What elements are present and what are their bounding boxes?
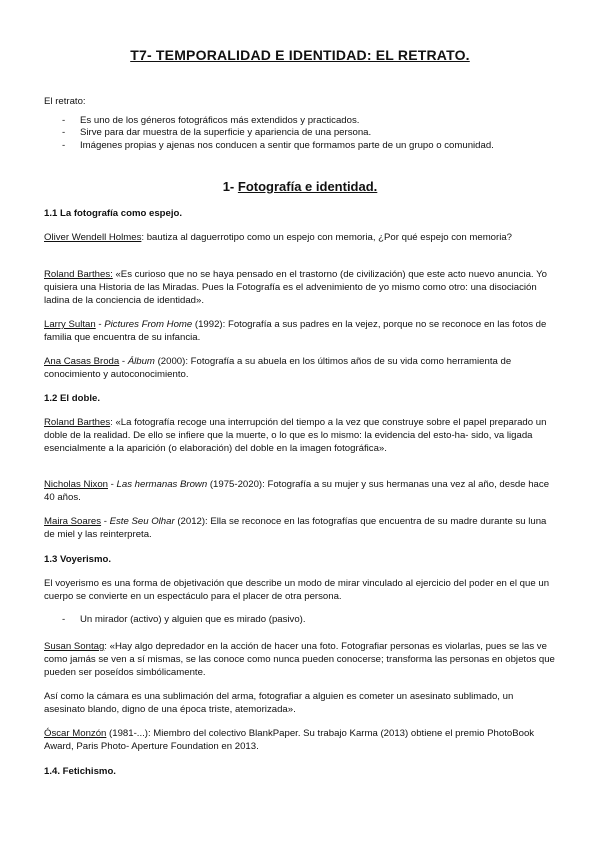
page-title: T7- TEMPORALIDAD E IDENTIDAD: EL RETRATO. <box>130 47 470 63</box>
author-name: Roland Barthes: <box>44 269 113 280</box>
paragraph-nixon: Nicholas Nixon - Las hermanas Brown (1975-2020): Fotografía a su mujer y sus hermanas una vez al año, desde hace 40 años. <box>44 479 550 503</box>
paragraph-text: (2000): Fotografía a su abuela en los últimos años de su vida como herramienta de conocimiento y autoconocimiento. <box>44 356 512 380</box>
work-title: Álbum <box>127 356 155 367</box>
paragraph-monzon <box>44 728 556 754</box>
paragraph-barthes-2 <box>44 417 556 455</box>
section-title: Fotografía e identidad. <box>237 179 378 194</box>
paragraph-text: : «Hay algo depredador en la acción de hacer una foto. Fotografiar personas es violarlas, pues se las ve como jamás se ven a sí mismas, se las conoce como nunca pueden conocerse; transforma las personas en objetos que pueden ser poseídos simbólicamente. <box>44 641 555 678</box>
paragraph-text: : «La fotografía recoge una interrupción del tiempo a la vez que construye sobre el papel preparado un doble de la realidad. De ello se infiere que la muerte, o lo que es lo mismo: la evidencia del esto-ha- sido, va ligada esencialmente a la aparición (o elaboración) del doble en la imagen fotográfica». <box>44 417 547 454</box>
paragraph-text: : bautiza al daguerrotipo como un espejo con memoria, ¿Por qué espejo con memoria? <box>141 232 513 243</box>
author-name: Roland Barthes <box>44 417 111 428</box>
author-name: Óscar Monzón <box>44 728 107 739</box>
subsection-heading-1-2: 1.2 El doble. <box>44 393 100 404</box>
author-name: Ana Casas Broda <box>44 356 120 367</box>
author-name: Maira Soares <box>44 516 102 527</box>
paragraph-text: (1981-...): Miembro del colectivo BlankPaper. Su trabajo Karma (2013) obtiene el premio PhotoBook Award, Paris Photo- Aperture Foundation en 2013. <box>44 728 535 752</box>
paragraph-soares: Maira Soares - Este Seu Olhar (2012): Ella se reconoce en las fotografías que encuentra de su madre durante su luna de miel y las reinterpreta. <box>44 516 547 540</box>
paragraph-text: (1992): Fotografía a sus padres en la vejez, porque no se reconoce en las fotos de familia que encuentra de su infancia. <box>44 319 547 343</box>
list-item: - Un mirador (activo) y alguien que es mirado (pasivo). <box>44 614 514 626</box>
paragraph-arma: Así como la cámara es una sublimación del arma, fotografiar a alguien es cometer un asesinato sublimado, un asesinato blando, digno de una época triste, atemorizada». <box>44 691 514 715</box>
intro-label: El retrato: <box>44 96 86 107</box>
work-title: Este Seu Olhar <box>109 516 175 527</box>
list-item: - Imágenes propias y ajenas nos conducen a sentir que formamos parte de un grupo o comunidad. <box>44 140 514 152</box>
paragraph-voyerismo: El voyerismo es una forma de objetivación que describe un modo de mirar vinculado al ejercicio del poder en el que un cuerpo se convierte en un espectáculo para el placer de otra persona. <box>44 578 550 602</box>
subsection-heading-1-3: 1.3 Voyerismo. <box>44 554 112 565</box>
work-title: Pictures From Home <box>104 319 193 330</box>
section-heading-1 <box>0 179 600 194</box>
intro-bullet-list <box>44 115 514 152</box>
paragraph-sontag <box>44 641 556 679</box>
paragraph-barthes-1 <box>44 269 556 307</box>
author-name: Nicholas Nixon <box>44 479 108 490</box>
paragraph-text: (2012): Ella se reconoce en las fotografías que encuentra de su madre durante su luna de miel y las reinterpreta. <box>44 516 547 540</box>
author-name: Susan Sontag <box>44 641 105 652</box>
paragraph-text: (1975-2020): Fotografía a su mujer y sus hermanas una vez al año, desde hace 40 años. <box>44 479 550 503</box>
section-number: 1- <box>222 179 235 194</box>
subsection-heading-1-4: 1.4. Fetichismo. <box>44 766 116 777</box>
author-name: Oliver Wendell Holmes <box>44 232 142 243</box>
list-item: - Es uno de los géneros fotográficos más extendidos y practicados. <box>44 115 514 127</box>
work-title: Las hermanas Brown <box>116 479 208 490</box>
paragraph-holmes <box>44 232 556 245</box>
paragraph-text: «Es curioso que no se haya pensado en el trastorno (de civilización) que este acto nuevo anuncia. Yo quisiera una Historia de las Miradas. Pues la Fotografía es el advenimiento de yo mismo como otro: una disociación ladina de la conciencia de identidad». <box>44 269 547 306</box>
voyerismo-bullet-list <box>44 614 514 626</box>
author-name: Larry Sultan <box>44 319 96 330</box>
subsection-heading-1-1: 1.1 La fotografía como espejo. <box>44 208 183 219</box>
paragraph-sultan: Larry Sultan - Pictures From Home (1992): Fotografía a sus padres en la vejez, porque no se reconoce en las fotos de familia que encuentra de su infancia. <box>44 319 547 343</box>
list-item: - Sirve para dar muestra de la superficie y apariencia de una persona. <box>44 127 514 139</box>
paragraph-broda: Ana Casas Broda - Álbum (2000): Fotografía a su abuela en los últimos años de su vida como herramienta de conocimiento y autoconocimiento. <box>44 356 512 380</box>
